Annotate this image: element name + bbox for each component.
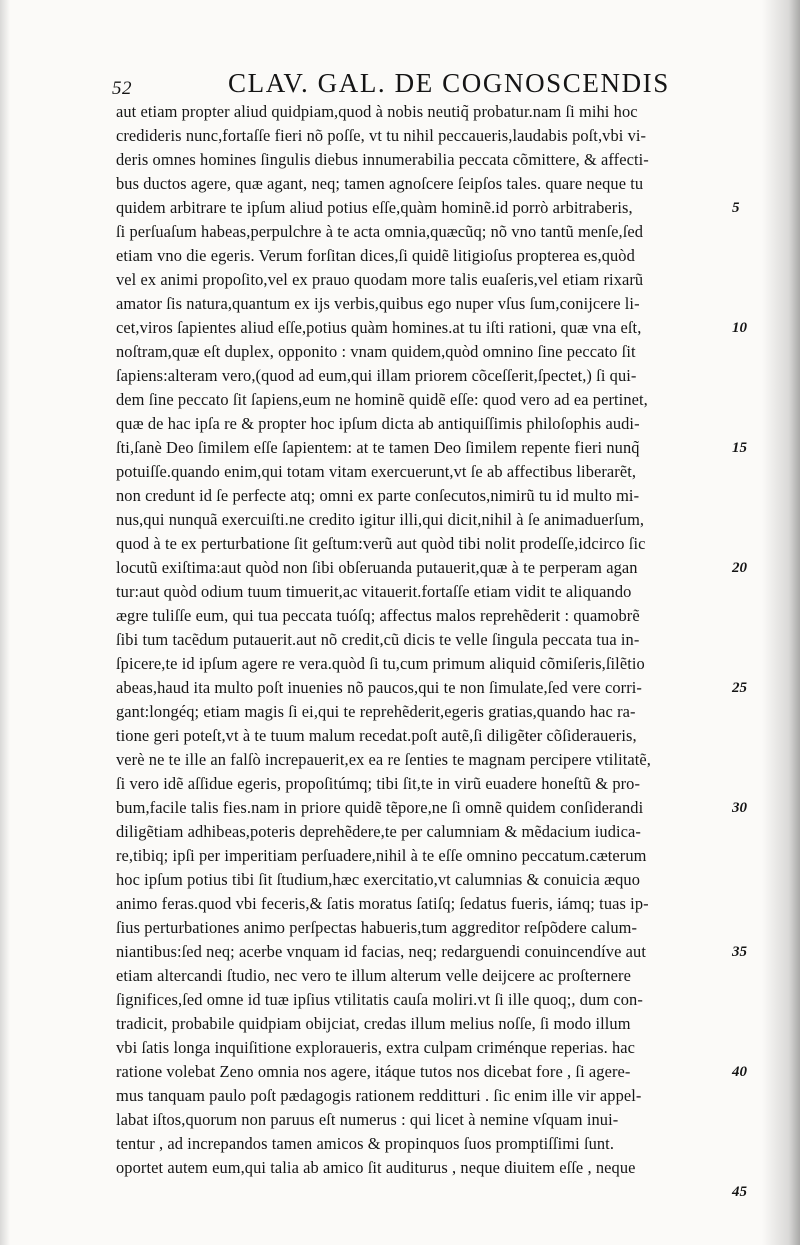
text-line: tradicit, probabile quidpiam obijciat, credas illum melius noſſe, ſi modo illum [116, 1014, 631, 1033]
text-line: verè ne te ille an falſò increpauerit,ex ea re ſenties te magnam percipere vtilitatẽ, [116, 750, 652, 769]
text-line: vel ex animi propoſito,vel ex prauo quodam more talis euaſeris,vel etiam rixarũ [116, 270, 644, 289]
running-head: CLAV. GAL. DE COGNOSCENDIS [228, 68, 670, 98]
text-line: dem ſine peccato ſit ſapiens,eum ne hominẽ quidẽ eſſe: quod vero ad ea pertinet, [116, 390, 648, 409]
text-line: niantibus:ſed neq; acerbe vnquam id facias, neq; redarguendi conuincendíve aut [116, 942, 646, 961]
margin-line-number: 25 [732, 680, 747, 696]
text-line: ratione volebat Zeno omnia nos agere, itáque tutos nos dicebat fore , ſi agere- [116, 1062, 631, 1081]
text-line: bus ductos agere, quæ agant, neq; tamen agnoſcere ſeipſos tales. quare neque tu [116, 174, 644, 193]
page-number: 52 [112, 78, 132, 99]
text-line: vbi ſatis longa inquiſitione exploraueris, extra culpam criménque reperias. hac [116, 1038, 636, 1057]
page-edge-shadow [0, 0, 10, 1245]
text-line: bum,facile talis fies.nam in priore quidẽ tẽpore,ne ſi omnẽ quidem conſiderandi [116, 798, 644, 817]
text-line: noſtram,quæ eſt duplex, opponito : vnam quidem,quòd omnino ſine peccato ſit [116, 342, 636, 361]
text-line: non credunt id ſe perfecte atq; omni ex parte conſecutos,nimirũ tu id multo mi- [116, 486, 640, 505]
text-line: quæ de hac ipſa re & propter hoc ipſum dicta ab antiquiſſimis philoſophis audi- [116, 414, 640, 433]
text-line: quidem arbitrare te ipſum aliud potius eſſe,quàm hominẽ.id porrò arbitraberis, [116, 198, 633, 217]
body-text [116, 100, 734, 1180]
margin-line-number: 30 [732, 800, 747, 816]
text-line: ſapiens:alteram vero,(quod ad eum,qui illam priorem cõceſſerit,ſpectet,) ſi qui- [116, 366, 637, 385]
text-line: ſi perſuaſum habeas,perpulchre à te acta omnia,quæcũq; nõ vno tantũ menſe,ſed [116, 222, 644, 241]
text-line: animo feras.quod vbi feceris,& ſatis moratus ſatiſq; ſedatus fueris, iámq; tuas ip- [116, 894, 649, 913]
text-line: deris omnes homines ſingulis diebus innumerabilia peccata cõmittere, & affecti- [116, 150, 649, 169]
margin-line-number: 10 [732, 320, 747, 336]
text-line: amator ſis natura,quantum ex ijs verbis,quibus ego nuper vſus ſum,conijcere li- [116, 294, 640, 313]
text-line: mus tanquam paulo poſt pædagogis rationem redditturi . ſic enim ille vir appel- [116, 1086, 642, 1105]
text-line: diligẽtiam adhibeas,poteris deprehẽdere,te per calumniam & mẽdacium iudica- [116, 822, 641, 841]
text-line: gant:longéq; etiam magis ſi ei,qui te reprehẽderit,egeris gratias,quando hac ra- [116, 702, 636, 721]
text-line: locutũ exiſtima:aut quòd non ſibi obſeruanda putauerit,quæ à te perperam agan [116, 558, 638, 577]
text-line: oportet autem eum,qui talia ab amico ſit auditurus , neque diuitem eſſe , neque [116, 1158, 636, 1177]
text-line: cet,viros ſapientes aliud eſſe,potius quàm homines.at tu iſti rationi, quæ vna eſt, [116, 318, 642, 337]
text-line: tione geri poteſt,vt à te tuum malum recedat.poſt autẽ,ſi diligẽter cõſideraueris, [116, 726, 637, 745]
text-line: abeas,haud ita multo poſt inuenies nõ paucos,qui te non ſimulate,ſed vere corri- [116, 678, 642, 697]
text-line: ægre tuliſſe eum, qui tua peccata tuóſq; affectus malos reprehẽderit : quamobrẽ [116, 606, 640, 625]
text-line: etiam vno die egeris. Verum forſitan dices,ſi quidẽ litigioſus propterea es,quòd [116, 246, 635, 265]
text-line: ſignifices,ſed omne id tuæ ipſius vtilitatis cauſa moliri.vt ſi ille quoq;, dum con- [116, 990, 643, 1009]
margin-line-number: 5 [732, 200, 740, 216]
page-gutter-shadow [762, 0, 800, 1245]
margin-line-number: 20 [732, 560, 747, 576]
margin-line-number: 45 [732, 1184, 747, 1200]
text-line: nus,qui nunquã exercuiſti.ne credito igitur illi,qui dicit,nihil à ſe animaduerſum, [116, 510, 645, 529]
text-line: ſpicere,te id ipſum agere re vera.quòd ſi tu,cum primum aliquid cõmiſeris,ſilẽtio [116, 654, 645, 673]
margin-line-number: 15 [732, 440, 747, 456]
text-line: ſi vero idẽ aſſidue egeris, propoſitúmq; tibi ſit,te in virũ euadere honeſtũ & pro- [116, 774, 641, 793]
text-line: ſius perturbationes animo perſpectas habueris,tum aggreditor reſpõdere calum- [116, 918, 638, 937]
text-line: ſibi tum tacẽdum putauerit.aut nõ credit,cũ dicis te velle ſingula peccata tua in- [116, 630, 640, 649]
text-line: hoc ipſum potius tibi ſit ſtudium,hæc exercitatio,vt calumnias & conuicia æquo [116, 870, 641, 889]
margin-line-number: 40 [732, 1064, 747, 1080]
text-line: credideris nunc,fortaſſe fieri nõ poſſe, vt tu nihil peccaueris,laudabis poſt,vbi vi- [116, 126, 647, 145]
text-line: ſti,ſanè Deo ſimilem eſſe ſapientem: at te tamen Deo ſimilem repente fieri nunq̃ [116, 438, 640, 457]
text-line: quod à te ex perturbatione ſit geſtum:verũ aut quòd tibi nolit prodeſſe,idcirco ſic [116, 534, 646, 553]
margin-line-number: 35 [732, 944, 747, 960]
text-line: tentur , ad increpandos tamen amicos & propinquos ſuos promptiſſimi ſunt. [116, 1134, 615, 1153]
text-line: re,tibiq; ipſi per imperitiam perſuadere,nihil à te eſſe omnino peccatum.cæterum [116, 846, 647, 865]
text-line: aut etiam propter aliud quidpiam,quod à nobis neutiq̃ probatur.nam ſi mihi hoc [116, 102, 638, 121]
text-line: tur:aut quòd odium tuum timuerit,ac vitauerit.fortaſſe etiam vidit te aliquando [116, 582, 632, 601]
text-line: etiam altercandi ſtudio, nec vero te illum alterum velle deijcere ac proſternere [116, 966, 631, 985]
text-line: potuiſſe.quando enim,qui totam vitam exercuerunt,vt ſe ab affectibus liberarẽt, [116, 462, 637, 481]
text-line: labat iſtos,quorum non paruus eſt numerus : qui licet à nemine vſquam inui- [116, 1110, 619, 1129]
